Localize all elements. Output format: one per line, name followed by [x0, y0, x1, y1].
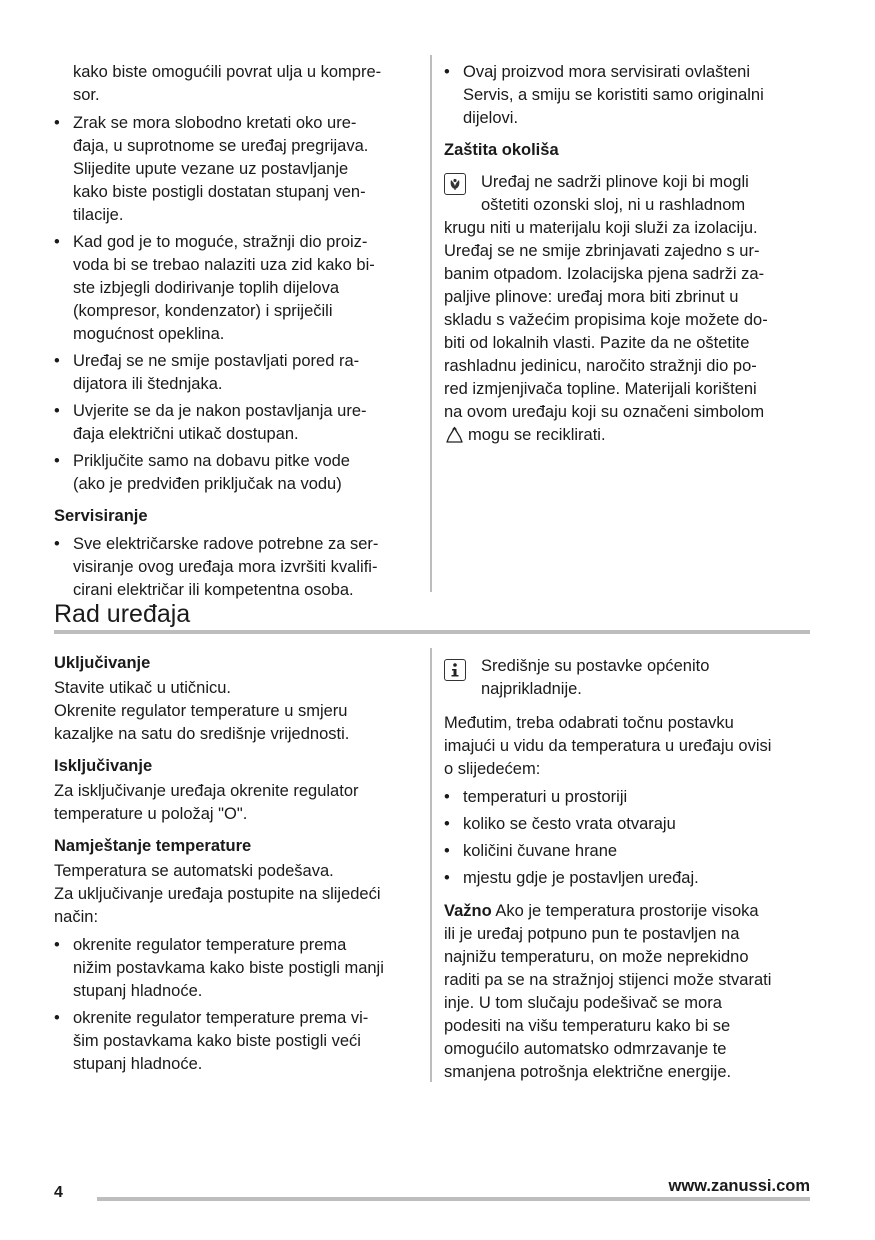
column-divider-bottom — [430, 648, 432, 1082]
bullet-icon: • — [444, 815, 450, 833]
environment-block — [444, 171, 814, 447]
list-item: • Ovaj proizvod mora servisirati ovlašteni Servis, a smiju se koristiti samo originalni dijelovi. — [444, 63, 764, 127]
bullet-icon: • — [54, 352, 60, 370]
important-label: Važno — [444, 902, 492, 920]
list-item: • Kad god je to moguće, stražnji dio proiz- voda bi se trebao nalaziti uza zid kako bi- ste izbjegli dodirivanje toplih dijelova (kompresor, kondenzator) i spriječili mogućnost opeklina. — [54, 233, 375, 343]
bullet-icon: • — [54, 452, 60, 470]
list-item: • Zrak se mora slobodno kretati oko ure- đaja, u suprotnome se uređaj pregrijava. Slijedite upute vezane uz postavljanje kako biste postigli dostatan stupanj ven- tilacije. — [54, 114, 369, 224]
left-column-top — [54, 61, 426, 602]
list-item: • mjestu gdje je postavljen uređaj. — [444, 867, 814, 890]
bullet-icon: • — [54, 1009, 60, 1027]
bullet-icon: • — [54, 114, 60, 132]
footer-url[interactable]: www.zanussi.com — [668, 1177, 810, 1195]
list-item: • količini čuvane hrane — [444, 840, 814, 863]
temperature-heading: Namještanje temperature — [54, 837, 252, 855]
environment-intro: Uređaj ne sadrži plinove koji bi mogli oštetiti ozonski sloj, ni u rashladnom — [481, 173, 749, 214]
bullet-icon: • — [54, 233, 60, 251]
servicing-heading: Servisiranje — [54, 507, 148, 525]
list-item: • koliko se često vrata otvaraju — [444, 813, 814, 836]
info-text: Središnje su postavke općenito najprikladnije. — [481, 657, 710, 698]
environment-body: krugu niti u materijalu koji služi za izolaciju. Uređaj se ne smije zbrinjavati zajedno s ur- banim otpadom. Izolacijska pjena sadrži za- paljive plinove: uređaj mora biti zbrinut u skladu s važećim propisima koje možete do- biti od lokalnih vlasti. Pazite da ne oštetite rashladnu jedinicu, naročito stražnji dio po- red izmjenjivača topline. Materijali korišteni na ovom uređaju koji su označeni simbolom — [444, 219, 768, 421]
installation-list — [54, 112, 426, 496]
bullet-icon: • — [54, 535, 60, 553]
environment-leaf-icon — [444, 173, 466, 195]
list-item: • Uvjerite se da je nakon postavljanja ure- đaja električni utikač dostupan. — [54, 402, 367, 443]
list-item: • temperaturi u prostoriji — [444, 786, 814, 809]
temperature-text: Temperatura se automatski podešava. Za uključivanje uređaja postupite na slijedeći način: — [54, 862, 381, 926]
environment-last-line: mogu se reciklirati. — [444, 424, 814, 447]
list-item: • Uređaj se ne smije postavljati pored ra- dijatora ili štednjaka. — [54, 352, 360, 393]
settings-intro: Međutim, treba odabrati točnu postavku imajući u vidu da temperatura u uređaju ovisi o slijedećem: — [444, 714, 772, 778]
list-item: • okrenite regulator temperature prema nižim postavkama kako biste postigli manji stupanj hladnoće. — [54, 936, 384, 1000]
list-item: • okrenite regulator temperature prema vi- šim postavkama kako biste postigli veći stupanj hladnoće. — [54, 1009, 369, 1073]
bullet-icon: • — [444, 869, 450, 887]
column-divider-top — [430, 55, 432, 592]
bullet-icon: • — [444, 842, 450, 860]
switching-off-heading: Isključivanje — [54, 757, 153, 775]
page-number: 4 — [54, 1184, 63, 1201]
list-item: • Sve električarske radove potrebne za ser- visiranje ovog uređaja mora izvršiti kvalifi- cirani električar ili kompetentna osoba. — [54, 535, 379, 599]
list-item: • Priključite samo na dobavu pitke vode (ako je predviđen priključak na vodu) — [54, 452, 350, 493]
bullet-icon: • — [54, 402, 60, 420]
bullet-icon: • — [54, 936, 60, 954]
switching-on-text: Stavite utikač u utičnicu. Okrenite regulator temperature u smjeru kazaljke na satu do središnje vrijednosti. — [54, 679, 350, 743]
switching-off-text: Za isključivanje uređaja okrenite regulator temperature u položaj "O". — [54, 782, 359, 823]
bullet-icon: • — [444, 63, 450, 81]
important-note — [444, 900, 814, 1084]
info-icon — [444, 659, 466, 681]
environment-heading: Zaštita okoliša — [444, 141, 559, 159]
important-text: Ako je temperatura prostorije visoka ili je uređaj potpuno pun te postavljen na najnižu temperaturu, on može neprekidno raditi pa se na stražnjoj stijenci može stvarati inje. U tom slučaju podešivač se mora podesiti na višu temperaturu kako bi se omogućilo automatsko odmrzavanje te smanjena potrošnja električne energije. — [444, 902, 772, 1081]
recycle-icon — [444, 426, 465, 452]
switching-on-heading: Uključivanje — [54, 654, 151, 672]
section-title: Rad uređaja — [54, 600, 191, 628]
right-column-bottom — [444, 655, 814, 1084]
right-column-top — [444, 61, 814, 447]
left-column-bottom — [54, 652, 426, 1076]
info-note — [444, 655, 814, 701]
intro-text: kako biste omogućili povrat ulja u kompre- sor. — [73, 63, 382, 104]
section-rule — [54, 630, 810, 634]
bullet-icon: • — [444, 788, 450, 806]
